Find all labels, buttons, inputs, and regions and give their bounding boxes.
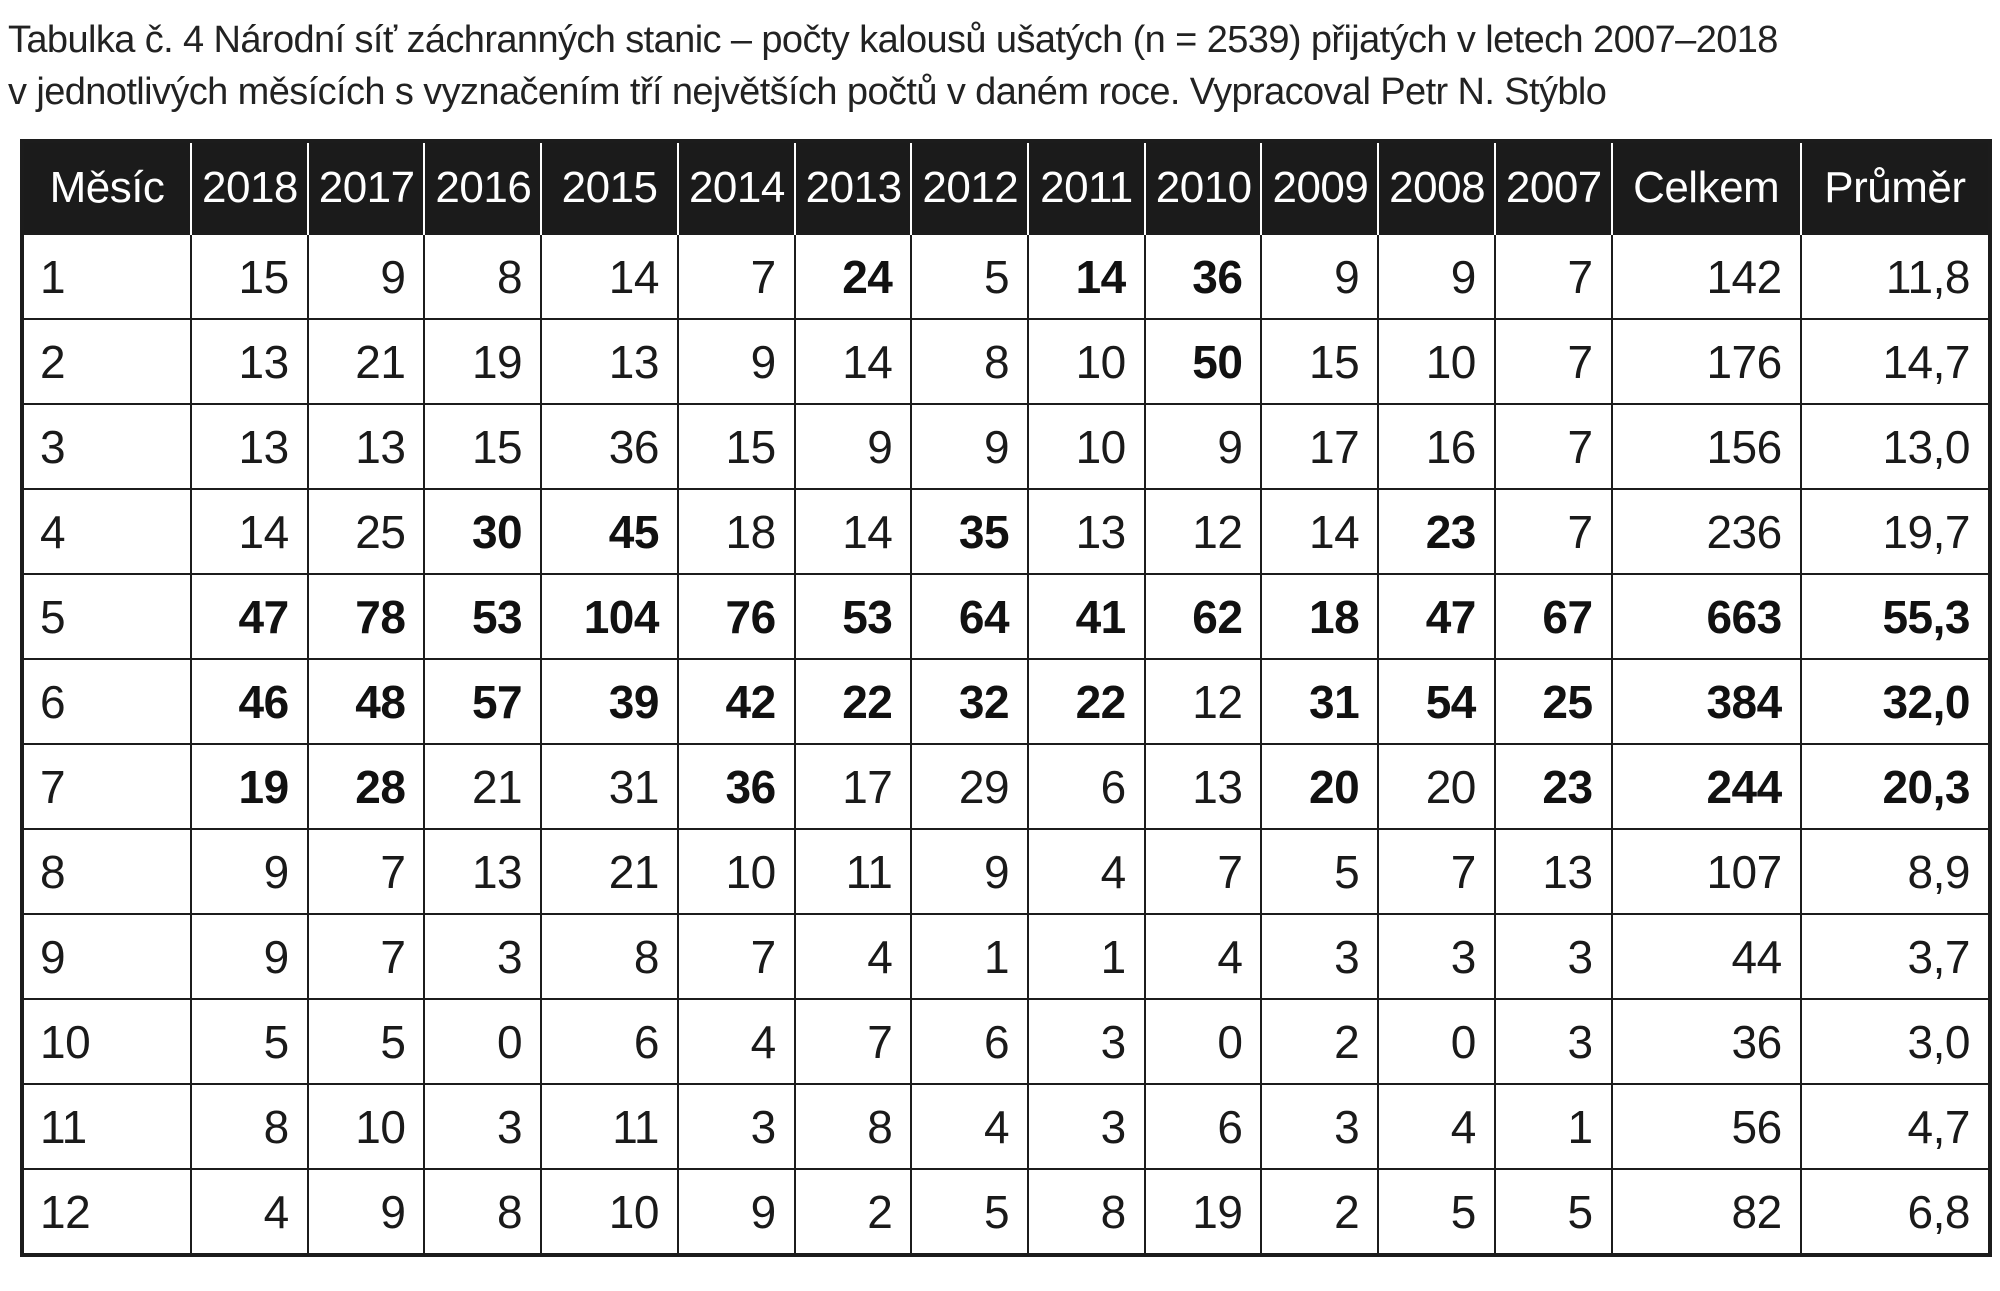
column-header: 2007: [1495, 141, 1612, 234]
count-cell: 14: [1028, 234, 1145, 319]
count-cell: 7: [678, 234, 795, 319]
count-cell: 6: [1145, 1084, 1262, 1169]
table-row: [22, 1084, 1990, 1169]
count-cell: 13: [541, 319, 678, 404]
count-cell: 19: [424, 319, 541, 404]
count-cell: 12: [1145, 659, 1262, 744]
count-cell: 46: [191, 659, 308, 744]
count-cell: 10: [1028, 404, 1145, 489]
month-cell: 10: [22, 999, 191, 1084]
count-cell: 3,7: [1801, 914, 1990, 999]
count-cell: 76: [678, 574, 795, 659]
count-cell: 22: [795, 659, 912, 744]
count-cell: 107: [1612, 829, 1801, 914]
count-cell: 45: [541, 489, 678, 574]
table-row: [22, 914, 1990, 999]
count-cell: 25: [308, 489, 425, 574]
count-cell: 36: [1612, 999, 1801, 1084]
count-cell: 31: [541, 744, 678, 829]
count-cell: 48: [308, 659, 425, 744]
column-header: 2016: [424, 141, 541, 234]
count-cell: 50: [1145, 319, 1262, 404]
count-cell: 54: [1378, 659, 1495, 744]
table-row: [22, 234, 1990, 319]
count-cell: 3: [1378, 914, 1495, 999]
month-cell: 2: [22, 319, 191, 404]
count-cell: 9: [1261, 234, 1378, 319]
count-cell: 36: [541, 404, 678, 489]
count-cell: 29: [911, 744, 1028, 829]
count-cell: 24: [795, 234, 912, 319]
count-cell: 9: [911, 829, 1028, 914]
count-cell: 8: [541, 914, 678, 999]
count-cell: 15: [678, 404, 795, 489]
column-header: 2012: [911, 141, 1028, 234]
month-cell: 12: [22, 1169, 191, 1255]
count-cell: 9: [1378, 234, 1495, 319]
table-body: [22, 234, 1990, 1255]
count-cell: 3,0: [1801, 999, 1990, 1084]
count-cell: 13: [1145, 744, 1262, 829]
month-cell: 8: [22, 829, 191, 914]
count-cell: 1: [1495, 1084, 1612, 1169]
count-cell: 16: [1378, 404, 1495, 489]
month-cell: 4: [22, 489, 191, 574]
count-cell: 5: [911, 1169, 1028, 1255]
count-cell: 5: [308, 999, 425, 1084]
count-cell: 36: [1145, 234, 1262, 319]
table-row: [22, 829, 1990, 914]
count-cell: 10: [308, 1084, 425, 1169]
table-header: [22, 141, 1990, 234]
count-cell: 9: [911, 404, 1028, 489]
count-cell: 21: [541, 829, 678, 914]
count-cell: 10: [541, 1169, 678, 1255]
count-cell: 9: [795, 404, 912, 489]
count-cell: 47: [1378, 574, 1495, 659]
count-cell: 3: [1495, 914, 1612, 999]
count-cell: 82: [1612, 1169, 1801, 1255]
count-cell: 156: [1612, 404, 1801, 489]
count-cell: 41: [1028, 574, 1145, 659]
count-cell: 7: [1495, 319, 1612, 404]
count-cell: 28: [308, 744, 425, 829]
count-cell: 10: [1378, 319, 1495, 404]
count-cell: 39: [541, 659, 678, 744]
count-cell: 55,3: [1801, 574, 1990, 659]
count-cell: 5: [1378, 1169, 1495, 1255]
count-cell: 142: [1612, 234, 1801, 319]
count-cell: 4: [911, 1084, 1028, 1169]
column-header: 2017: [308, 141, 425, 234]
count-cell: 3: [1495, 999, 1612, 1084]
table-row: [22, 319, 1990, 404]
count-cell: 44: [1612, 914, 1801, 999]
caption-line-2: v jednotlivých měsících s vyznačením tří největších počtů v daném roce. Vypracoval Petr N. Stýblo: [8, 71, 1607, 113]
count-cell: 13,0: [1801, 404, 1990, 489]
table-caption: [8, 14, 1988, 118]
count-cell: 14,7: [1801, 319, 1990, 404]
count-cell: 18: [678, 489, 795, 574]
table-row: [22, 744, 1990, 829]
count-cell: 15: [424, 404, 541, 489]
column-header: Celkem: [1612, 141, 1801, 234]
count-cell: 2: [1261, 1169, 1378, 1255]
count-cell: 42: [678, 659, 795, 744]
count-cell: 20: [1261, 744, 1378, 829]
count-cell: 14: [191, 489, 308, 574]
count-cell: 31: [1261, 659, 1378, 744]
count-cell: 9: [191, 914, 308, 999]
count-cell: 25: [1495, 659, 1612, 744]
count-cell: 13: [424, 829, 541, 914]
month-cell: 6: [22, 659, 191, 744]
count-cell: 17: [1261, 404, 1378, 489]
count-cell: 8: [911, 319, 1028, 404]
count-cell: 9: [308, 1169, 425, 1255]
count-cell: 7: [1495, 404, 1612, 489]
count-cell: 9: [1145, 404, 1262, 489]
month-cell: 11: [22, 1084, 191, 1169]
count-cell: 7: [308, 829, 425, 914]
count-cell: 7: [1495, 234, 1612, 319]
count-cell: 23: [1495, 744, 1612, 829]
count-cell: 20: [1378, 744, 1495, 829]
count-cell: 4: [678, 999, 795, 1084]
count-cell: 6,8: [1801, 1169, 1990, 1255]
count-cell: 19: [1145, 1169, 1262, 1255]
count-cell: 6: [911, 999, 1028, 1084]
count-cell: 8: [424, 1169, 541, 1255]
column-header: 2009: [1261, 141, 1378, 234]
count-cell: 19: [191, 744, 308, 829]
count-cell: 13: [1028, 489, 1145, 574]
count-cell: 2: [1261, 999, 1378, 1084]
count-cell: 4,7: [1801, 1084, 1990, 1169]
count-cell: 13: [1495, 829, 1612, 914]
count-cell: 0: [1378, 999, 1495, 1084]
count-cell: 7: [1495, 489, 1612, 574]
month-cell: 5: [22, 574, 191, 659]
count-cell: 7: [678, 914, 795, 999]
count-cell: 13: [191, 319, 308, 404]
count-cell: 11: [541, 1084, 678, 1169]
count-cell: 15: [1261, 319, 1378, 404]
count-cell: 62: [1145, 574, 1262, 659]
count-cell: 13: [308, 404, 425, 489]
column-header: Měsíc: [22, 141, 191, 234]
count-cell: 8: [191, 1084, 308, 1169]
count-cell: 11: [795, 829, 912, 914]
count-cell: 6: [1028, 744, 1145, 829]
count-cell: 56: [1612, 1084, 1801, 1169]
count-cell: 57: [424, 659, 541, 744]
month-cell: 1: [22, 234, 191, 319]
count-cell: 9: [678, 1169, 795, 1255]
count-cell: 9: [191, 829, 308, 914]
count-cell: 4: [1378, 1084, 1495, 1169]
count-cell: 23: [1378, 489, 1495, 574]
table-row: [22, 659, 1990, 744]
column-header: 2011: [1028, 141, 1145, 234]
count-cell: 22: [1028, 659, 1145, 744]
count-cell: 14: [795, 319, 912, 404]
count-cell: 244: [1612, 744, 1801, 829]
count-cell: 0: [1145, 999, 1262, 1084]
count-cell: 14: [1261, 489, 1378, 574]
count-cell: 4: [1145, 914, 1262, 999]
count-cell: 7: [1378, 829, 1495, 914]
count-cell: 15: [191, 234, 308, 319]
count-cell: 20,3: [1801, 744, 1990, 829]
column-header: 2015: [541, 141, 678, 234]
count-cell: 7: [795, 999, 912, 1084]
count-cell: 47: [191, 574, 308, 659]
count-cell: 5: [1261, 829, 1378, 914]
count-cell: 64: [911, 574, 1028, 659]
count-cell: 32,0: [1801, 659, 1990, 744]
count-cell: 18: [1261, 574, 1378, 659]
caption-line-1: Tabulka č. 4 Národní síť záchranných stanic – počty kalousů ušatých (n = 2539) přijatých v letech 2007–2018: [8, 19, 1778, 61]
count-cell: 663: [1612, 574, 1801, 659]
count-cell: 21: [424, 744, 541, 829]
count-cell: 5: [911, 234, 1028, 319]
count-cell: 7: [1145, 829, 1262, 914]
column-header: Průměr: [1801, 141, 1990, 234]
count-cell: 53: [795, 574, 912, 659]
table-row: [22, 404, 1990, 489]
column-header: 2018: [191, 141, 308, 234]
count-cell: 14: [541, 234, 678, 319]
table-row: [22, 999, 1990, 1084]
count-cell: 36: [678, 744, 795, 829]
count-cell: 3: [1028, 1084, 1145, 1169]
column-header: 2010: [1145, 141, 1262, 234]
owl-counts-table: [20, 139, 1992, 1257]
count-cell: 8: [424, 234, 541, 319]
count-cell: 17: [795, 744, 912, 829]
count-cell: 3: [1261, 914, 1378, 999]
count-cell: 8: [795, 1084, 912, 1169]
count-cell: 53: [424, 574, 541, 659]
count-cell: 5: [1495, 1169, 1612, 1255]
count-cell: 3: [424, 1084, 541, 1169]
count-cell: 4: [1028, 829, 1145, 914]
count-cell: 5: [191, 999, 308, 1084]
count-cell: 2: [795, 1169, 912, 1255]
count-cell: 1: [1028, 914, 1145, 999]
count-cell: 0: [424, 999, 541, 1084]
column-header: 2008: [1378, 141, 1495, 234]
column-header: 2013: [795, 141, 912, 234]
count-cell: 6: [541, 999, 678, 1084]
month-cell: 3: [22, 404, 191, 489]
count-cell: 3: [1028, 999, 1145, 1084]
table-row: [22, 1169, 1990, 1255]
table-row: [22, 574, 1990, 659]
month-cell: 9: [22, 914, 191, 999]
count-cell: 1: [911, 914, 1028, 999]
count-cell: 10: [1028, 319, 1145, 404]
count-cell: 19,7: [1801, 489, 1990, 574]
count-cell: 176: [1612, 319, 1801, 404]
count-cell: 14: [795, 489, 912, 574]
count-cell: 12: [1145, 489, 1262, 574]
count-cell: 3: [1261, 1084, 1378, 1169]
count-cell: 4: [795, 914, 912, 999]
count-cell: 7: [308, 914, 425, 999]
count-cell: 9: [678, 319, 795, 404]
count-cell: 4: [191, 1169, 308, 1255]
count-cell: 32: [911, 659, 1028, 744]
column-header: 2014: [678, 141, 795, 234]
count-cell: 384: [1612, 659, 1801, 744]
header-row: [22, 141, 1990, 234]
count-cell: 8,9: [1801, 829, 1990, 914]
count-cell: 21: [308, 319, 425, 404]
count-cell: 67: [1495, 574, 1612, 659]
count-cell: 35: [911, 489, 1028, 574]
count-cell: 3: [424, 914, 541, 999]
count-cell: 10: [678, 829, 795, 914]
count-cell: 11,8: [1801, 234, 1990, 319]
count-cell: 104: [541, 574, 678, 659]
count-cell: 8: [1028, 1169, 1145, 1255]
count-cell: 9: [308, 234, 425, 319]
count-cell: 78: [308, 574, 425, 659]
count-cell: 30: [424, 489, 541, 574]
month-cell: 7: [22, 744, 191, 829]
count-cell: 13: [191, 404, 308, 489]
table-row: [22, 489, 1990, 574]
count-cell: 3: [678, 1084, 795, 1169]
count-cell: 236: [1612, 489, 1801, 574]
